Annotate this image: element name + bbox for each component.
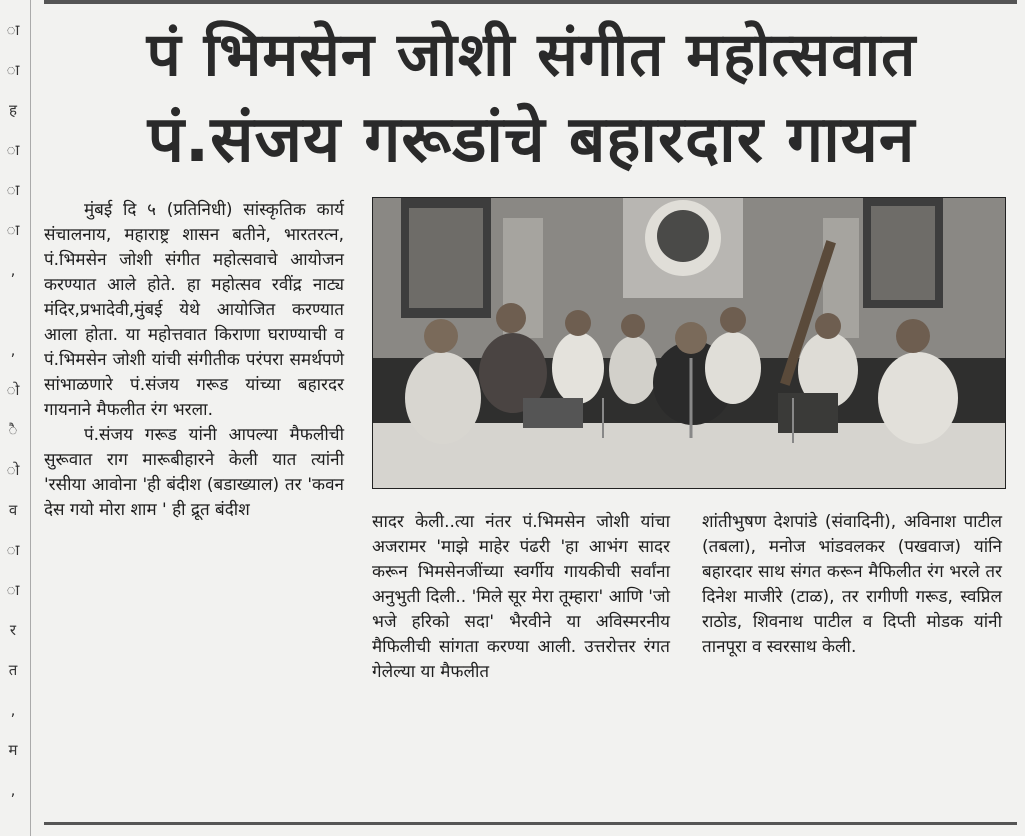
- fragment-char: ,: [10, 261, 16, 279]
- fragment-char: [0, 290, 26, 330]
- headline-line-1: पं भिमसेन जोशी संगीत महोत्सवात: [146, 20, 917, 90]
- fragment-char: ा: [6, 61, 20, 79]
- fragment-char: ा: [6, 541, 20, 559]
- article-paragraph-4: शांतीभुषण देशपांडे (संवादिनी), अविनाश पाटील (तबला), मनोज भांडवलकर (पखवाज) यांनि बहारदार साथ संगत करून मैफिलीत रंग भरले तर दिनेश माजीरे (टाळ), तर रागीणी गरूड, स्वप्निल राठोड, शिवनाथ पाटील व दिप्ती मोडक यांनी तानपूरा व स्वरसाथ केली.: [702, 512, 1002, 657]
- article-column-3: [702, 510, 1002, 660]
- fragment-char: ो: [6, 381, 20, 399]
- fragment-char: ,: [10, 701, 16, 719]
- adjacent-article-fragment: [0, 10, 26, 800]
- bottom-rule: [44, 822, 1017, 825]
- concert-stage-illustration: [373, 198, 1005, 488]
- article-column-1: [44, 198, 344, 523]
- fragment-char: र: [9, 621, 17, 639]
- fragment-char: ा: [6, 181, 20, 199]
- article-paragraph-3: सादर केली..त्या नंतर पं.भिमसेन जोशी यांचा अजरामर 'माझे माहेर पंढरी 'हा आभंग सादर करून भिमसेनजींच्या स्वर्गीय गायकीची सर्वांना अनुभुती दिली.. 'मिले सूर मेरा तूम्हारा' आणि 'जो भजे हरिको सदा' भैरवीने या अविस्मरनीय मैफिलीची सांगता करण्या आली. उत्तरोत्तर रंगत गेलेल्या या मैफलीत: [372, 512, 670, 682]
- column-divider-left: [30, 0, 31, 836]
- article-column-2: [372, 510, 670, 685]
- fragment-char: त: [8, 661, 18, 679]
- concert-photo: [372, 197, 1006, 489]
- fragment-char: ा: [6, 581, 20, 599]
- fragment-char: ,: [10, 781, 16, 799]
- fragment-char: ह: [9, 101, 17, 119]
- headline-line-2: पं.संजय गरूडांचे बहारदार गायन: [147, 103, 916, 177]
- fragment-char: व: [8, 501, 18, 519]
- article-paragraph-1: मुंबई दि ५ (प्रतिनिधी) सांस्कृतिक कार्य संचालनाय, महाराष्ट्र शासन बतीने, भारतरत्न, पं.भिमसेन जोशी संगीत महोत्सवाचे आयोजन करण्यात आले होते. हा महोत्सव रवींद्र नाट्य मंदिर,प्रभादेवी,मुंबई येथे आयोजित करण्यात आला होता. या महोत्तवात किराणा घराण्याची व पं.भिमसेन जोशी यांची संगीतीक परंपरा समर्थपणे सांभाळणारे पं.संजय गरूड यांच्या बहारदर गायनाने मैफलीत रंग भरला.: [44, 200, 344, 420]
- fragment-char: ,: [10, 341, 16, 359]
- fragment-char: ो: [6, 461, 20, 479]
- article-paragraph-2: पं.संजय गरूड यांनी आपल्या मैफलीची सुरूवात राग मारूबीहारने केली यात त्यांनी 'रसीया आवोना 'ही बंदीश (बडाख्याल) तर 'कवन देस गयो मोरा शाम ' ही द्रूत बंदीश: [44, 425, 344, 520]
- fragment-char: ा: [6, 21, 20, 39]
- top-rule: [44, 0, 1017, 4]
- article-headline: [44, 12, 1019, 182]
- fragment-char: ै: [8, 421, 18, 439]
- fragment-char: ा: [6, 221, 20, 239]
- fragment-char: म: [8, 741, 18, 759]
- fragment-char: ा: [6, 141, 20, 159]
